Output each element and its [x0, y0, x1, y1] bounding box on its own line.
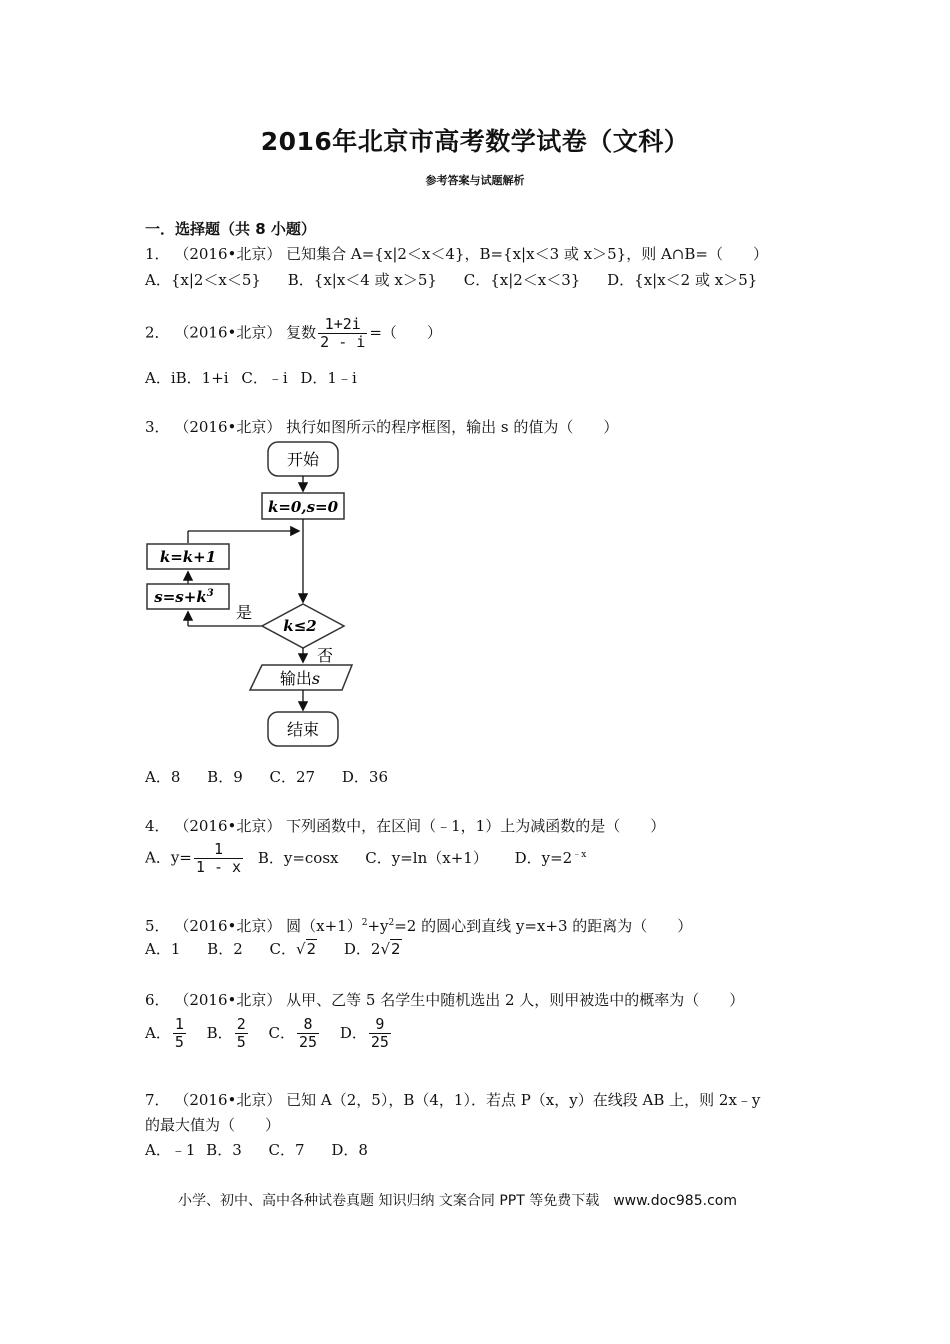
option-d — [344, 940, 402, 958]
flowchart-decision-label: k≤2 — [283, 617, 317, 635]
option-d: D．8 — [331, 1141, 368, 1159]
option-ab: A．iB．1+i — [145, 369, 229, 387]
option-c: C．27 — [269, 768, 316, 786]
question-6 — [145, 989, 744, 1010]
option-b: B．{x|x＜4 或 x＞5} — [287, 271, 437, 289]
fraction-denominator: 5 — [236, 1033, 246, 1051]
option-a — [145, 1015, 188, 1051]
option-c-label: C． — [269, 940, 297, 958]
question-stem-end: =（ ） — [369, 323, 442, 342]
flowchart-output-var: s — [311, 669, 321, 688]
option-c — [268, 1015, 322, 1051]
option-label: C． — [268, 1023, 295, 1042]
fraction-denominator: 1 - x — [195, 858, 242, 876]
question-stem — [286, 917, 692, 935]
flowchart-end-label: 结束 — [286, 720, 320, 739]
flowchart-no-label: 否 — [317, 646, 334, 665]
question-stem: 从甲、乙等 5 名学生中随机选出 2 人，则甲被选中的概率为（ ） — [286, 991, 745, 1009]
sqrt-symbol: √2 — [296, 940, 317, 958]
question-4-options — [145, 841, 586, 876]
question-source: （2016•北京） — [174, 991, 282, 1009]
option-label: A． — [145, 1023, 171, 1042]
flowchart-output-text: 输出 — [279, 669, 312, 688]
question-source: （2016•北京） — [174, 418, 282, 436]
option-c: C．7 — [268, 1141, 305, 1159]
question-stem: 下列函数中，在区间（﹣1，1）上为减函数的是（ ） — [286, 817, 666, 835]
option-d-label: D．2 — [343, 940, 381, 958]
option-c: C．{x|2＜x＜3} — [463, 271, 581, 289]
question-3-options — [145, 766, 410, 787]
question-stem: 复数 — [286, 323, 317, 342]
flowchart-update-s-exp: 3 — [206, 588, 214, 599]
option-label: D． — [339, 1023, 367, 1042]
option-b: B．2 — [207, 940, 243, 958]
option-c: C．﹣i — [241, 369, 288, 387]
option-b — [206, 1015, 250, 1051]
option-a: A．1 — [145, 940, 181, 958]
fraction-numerator: 1 — [174, 1015, 184, 1033]
question-7-stem-continued: 的最大值为（ ） — [145, 1116, 281, 1134]
fraction-numerator: 1+2i — [318, 316, 367, 334]
question-6-options — [145, 1016, 393, 1051]
option-b: B．9 — [207, 768, 243, 786]
flowchart-update-k-label: k=k+1 — [159, 548, 217, 566]
question-number: 1． — [145, 245, 170, 263]
option-d: D．36 — [341, 768, 389, 786]
option-a: A．8 — [145, 768, 181, 786]
question-number: 3． — [145, 418, 170, 436]
option-b: B．y=cosx — [257, 848, 339, 867]
question-stem: 已知集合 A={x|2＜x＜4}，B={x|x＜3 或 x＞5}，则 A∩B=（ ） — [286, 245, 768, 263]
question-stem: 已知 A（2，5），B（4，1）．若点 P（x，y）在线段 AB 上，则 2x﹣y — [286, 1091, 761, 1109]
question-number: 5． — [145, 917, 170, 935]
question-source: （2016•北京） — [174, 1091, 282, 1109]
stem-sup-2: 2 — [388, 918, 395, 928]
option-label: B． — [206, 1023, 233, 1042]
question-number: 7． — [145, 1091, 170, 1109]
stem-part-b: +y — [367, 917, 389, 935]
stem-part-c: =2 的圆心到直线 y=x+3 的距离为（ ） — [394, 917, 693, 935]
sqrt-radicand: 2 — [391, 940, 401, 958]
option-d-exponent: ﹣x — [572, 849, 587, 860]
fraction-denominator: 25 — [298, 1033, 318, 1051]
question-source: （2016•北京） — [174, 323, 282, 342]
footer-text: 小学、初中、高中各种试卷真题 知识归纳 文案合同 PPT 等免费下载 www.doc985.com — [178, 1193, 737, 1209]
fraction-denominator: 25 — [370, 1033, 389, 1051]
flowchart-update-s-base: s=s+k — [154, 588, 207, 606]
question-source: （2016•北京） — [174, 917, 282, 935]
option-d: D．1﹣i — [300, 369, 357, 387]
question-stem: 执行如图所示的程序框图，输出 s 的值为（ ） — [286, 418, 619, 436]
page-title: 2016年北京市高考数学试卷（文科） — [260, 127, 690, 156]
option-d: D．{x|x＜2 或 x＞5} — [607, 271, 758, 289]
option-a-fraction — [194, 841, 243, 876]
question-number: 2． — [145, 323, 170, 342]
option-a-prefix: A．y= — [145, 848, 192, 867]
flowchart-output-label — [280, 669, 320, 688]
sqrt-symbol: √2 — [380, 940, 401, 958]
option-d — [339, 1015, 393, 1051]
option-c — [270, 940, 318, 958]
sqrt-radicand: 2 — [306, 940, 317, 958]
option-d — [515, 849, 587, 867]
page-subtitle: 参考答案与试题解析 — [425, 174, 525, 187]
section-heading: 一．选择题（共 8 小题） — [145, 220, 316, 238]
option-a: A．{x|2＜x＜5} — [145, 271, 261, 289]
question-source: （2016•北京） — [174, 817, 282, 835]
question-number: 6． — [145, 991, 170, 1009]
question-number: 4． — [145, 817, 170, 835]
flowchart-start-label: 开始 — [286, 450, 320, 469]
option-b: B．3 — [206, 1141, 242, 1159]
fraction-numerator: 1 — [194, 841, 243, 859]
question-7-options — [145, 1139, 368, 1160]
question-7 — [145, 1089, 760, 1110]
flowchart-init-label: k=0,s=0 — [267, 498, 339, 516]
question-source: （2016•北京） — [174, 245, 282, 263]
flowchart-yes-label: 是 — [236, 603, 253, 622]
option-d-base: D．y=2 — [514, 848, 573, 867]
question-5 — [145, 915, 692, 936]
question-4 — [145, 815, 665, 836]
option-c: C．y=ln（x+1） — [365, 848, 488, 867]
fraction-numerator: 9 — [369, 1016, 391, 1034]
fraction-numerator: 8 — [297, 1016, 319, 1034]
fraction-numerator: 2 — [236, 1015, 246, 1033]
stem-part-a: 圆（x+1） — [286, 917, 362, 935]
stem-sup-1: 2 — [361, 918, 368, 928]
option-fraction — [173, 1016, 186, 1051]
option-fraction — [297, 1016, 319, 1051]
option-fraction — [235, 1016, 248, 1051]
fraction-denominator: 5 — [174, 1033, 184, 1051]
question-5-options — [145, 938, 402, 959]
option-fraction — [369, 1016, 391, 1051]
fraction-denominator: 2 - i — [320, 333, 366, 351]
flowchart-update-s-label — [154, 588, 213, 606]
option-a: A．﹣1 — [145, 1141, 196, 1159]
